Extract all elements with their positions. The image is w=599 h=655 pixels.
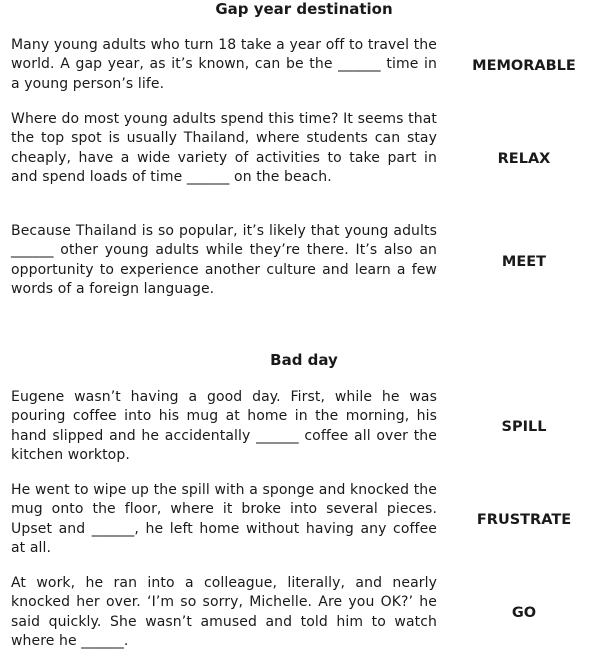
paragraph-2: Where do most young adults spend this time? It seems that the top spot is usually Thailand, where students can stay cheaply, have a wide variety of activities to take part in and spend loads of time ______ on the beach. (11, 111, 437, 186)
paragraph-6: At work, he ran into a colleague, literally, and nearly knocked her over. ‘I’m so sorry, Michelle. Are you OK?’ he said quickly. She wasn’t amused and told him to watch where he ______. (11, 575, 437, 650)
section-title-bad-day: Bad day (270, 351, 338, 369)
keyword-3: MEET (501, 254, 547, 270)
paragraph-4: Eugene wasn’t having a good day. First, while he was pouring coffee into his mug at home in the morning, his hand slipped and he accidentally ______ coffee all over the kitchen worktop. (11, 389, 437, 464)
section-title-gap-year: Gap year destination (215, 0, 393, 18)
keyword-2: RELAX (497, 151, 551, 167)
paragraph-3: Because Thailand is so popular, it’s likely that young adults ______ other young adults while they’re there. It’s also an opportunity to experience another culture and learn a few words of a foreign language. (11, 223, 437, 298)
keyword-1: MEMORABLE (472, 58, 576, 74)
keyword-5: FRUSTRATE (476, 512, 572, 528)
keyword-4: SPILL (501, 419, 547, 435)
paragraph-1: Many young adults who turn 18 take a year off to travel the world. A gap year, as it’s known, can be the ______ time in a young person’s life. (11, 37, 437, 92)
paragraph-5: He went to wipe up the spill with a sponge and knocked the mug onto the floor, where it broke into several pieces. Upset and ______, he left home without having any coffee at all. (11, 482, 437, 557)
keyword-6: GO (511, 605, 537, 621)
